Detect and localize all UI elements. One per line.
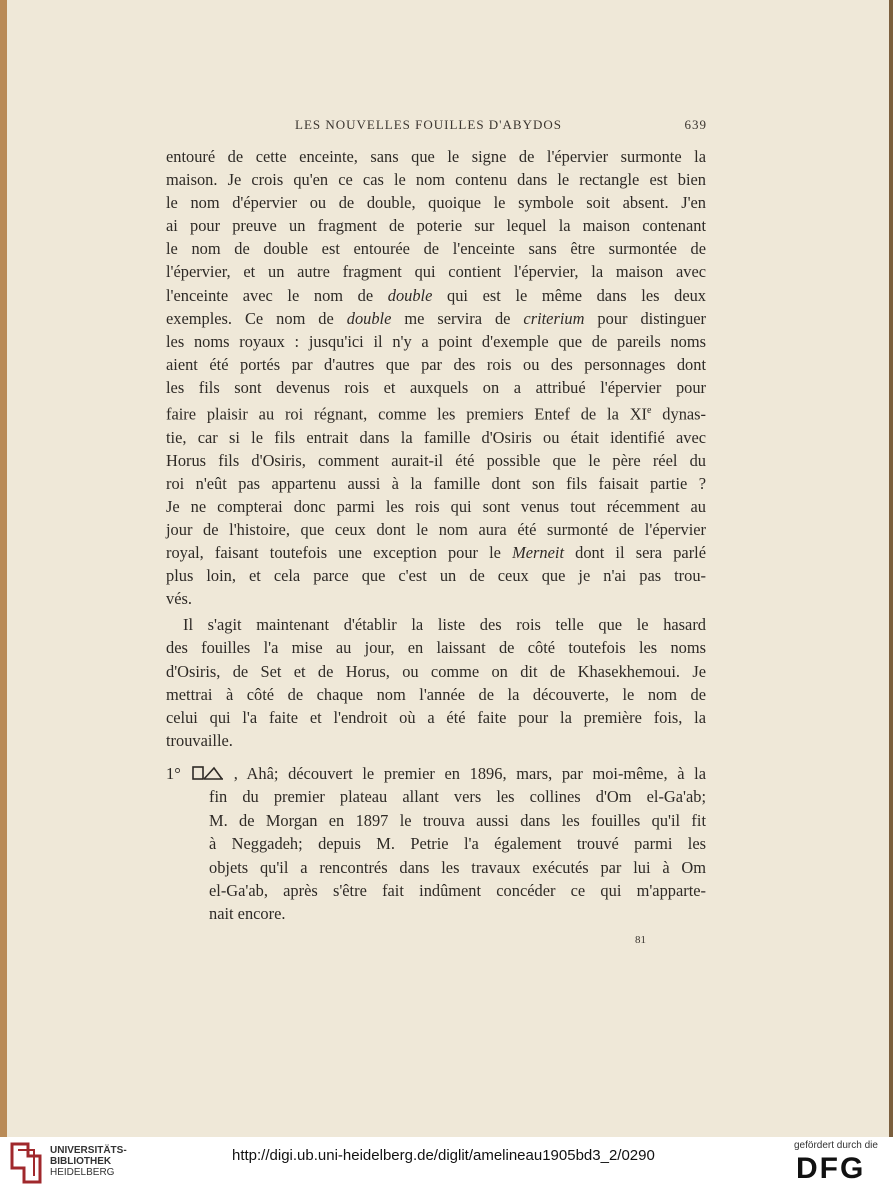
text-line: fin du premier plateau allant vers les collines d'Om el-Ga'ab; [209, 787, 706, 807]
text-line: exemples. Ce nom de double me servira de criterium pour distinguer [166, 308, 707, 328]
text-line: les fils sont devenus rois et auxquels on a attribué l'épervier pour [166, 377, 706, 397]
text-line: roi n'eût pas appartenu aussi à la famille dont son fils faisait partie ? [166, 473, 706, 493]
text-line: royal, faisant toutefois une exception pour le Merneit dont il sera parlé [166, 543, 706, 563]
item-number: 1° [166, 764, 181, 783]
text-line: el-Ga'ab, après s'être fait indûment concéder ce qui m'apparte- [209, 881, 706, 901]
text-line: faire plaisir au roi régnant, comme les premiers Entef de la XIe dynas- [166, 404, 707, 424]
text-line: Horus fils d'Osiris, comment aurait-il été possible que le père réel du [166, 450, 706, 470]
text-line: des fouilles l'a mise au jour, en laissant de côté toutefois les noms [166, 638, 706, 658]
text-line: tie, car si le fils entrait dans la famille d'Osiris ou était identifié avec [166, 427, 706, 447]
signature-mark: 81 [635, 934, 646, 946]
text-line: maison. Je crois qu'en ce cas le nom contenu dans le rectangle est bien [166, 170, 706, 190]
text-line: , Ahâ; découvert le premier en 1896, mars, par moi-même, à la [192, 762, 706, 785]
text-line: plus loin, et cela parce que c'est un de ceux que je n'ai pas trou- [166, 566, 706, 586]
text-line: vés. [166, 589, 192, 609]
text-line: le nom d'épervier ou de double, quoique le symbole soit absent. J'en [166, 193, 706, 213]
text-line: nait encore. [209, 904, 286, 924]
university-library-logo-icon[interactable] [10, 1140, 44, 1191]
text-line: entouré de cette enceinte, sans que le signe de l'épervier surmonte la [166, 147, 706, 166]
funding-label: gefördert durch die [794, 1140, 878, 1151]
list-item [166, 762, 706, 926]
dfg-logo[interactable]: DFG [796, 1152, 866, 1185]
text-line: à Neggadeh; depuis M. Petrie l'a également trouvé parmi les [209, 834, 706, 854]
text-line: Je ne compterai donc parmi les rois qui sont venus tout récemment au [166, 496, 706, 516]
text-line: le nom de double est entourée de l'enceinte sans être surmontée de [166, 239, 706, 259]
text-line: ai pour preuve un fragment de poterie sur lequel la maison contenant [166, 216, 706, 236]
hieroglyph-aha-icon [192, 764, 224, 780]
permalink[interactable]: http://digi.ub.uni-heidelberg.de/diglit/amelineau1905bd3_2/0290 [232, 1147, 655, 1164]
page-number: 639 [684, 117, 707, 132]
item-body [209, 762, 706, 926]
text-line: d'Osiris, de Set et de Horus, ou comme on dit de Khasekhemoui. Je [166, 661, 706, 681]
text-line: objets qu'il a rencontrés dans les travaux exécutés par lui à Om [209, 857, 706, 877]
text-line: les noms royaux : jusqu'ici il n'y a point d'exemple que de pareils noms [166, 331, 706, 351]
viewer-footer [0, 1137, 893, 1193]
text-line: jour de l'histoire, que ceux dont le nom aura été surmonté de l'épervier [166, 519, 706, 539]
running-title: LES NOUVELLES FOUILLES D'ABYDOS [295, 117, 562, 132]
text-line: trouvaille. [166, 730, 233, 750]
text-line: l'enceinte avec le nom de double qui est le même dans les deux [166, 285, 706, 305]
text-line: celui qui l'a faite et l'endroit où a été faite pour la première fois, la [166, 707, 706, 727]
text-line: Il s'agit maintenant d'établir la liste des rois telle que le hasard [183, 615, 706, 635]
text-line: M. de Morgan en 1897 le trouva aussi dans les fouilles qu'il fit [209, 810, 706, 830]
text-line: l'épervier, et un autre fragment qui contient l'épervier, la maison avec [166, 262, 706, 282]
body-text [166, 145, 706, 752]
library-name: UNIVERSITÄTS- BIBLIOTHEK HEIDELBERG [50, 1145, 127, 1178]
text-line: mettrai à côté de chaque nom l'année de la découverte, le nom de [166, 684, 706, 704]
text-line: aient été portés par d'autres que par des rois ou des personnages dont [166, 354, 706, 374]
